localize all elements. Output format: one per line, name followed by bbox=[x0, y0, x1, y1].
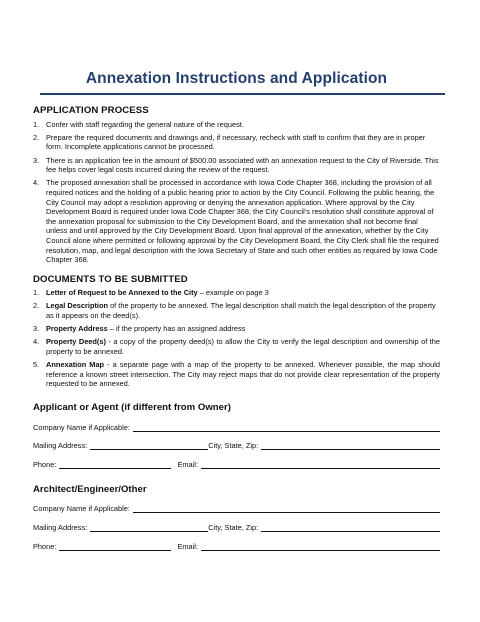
mailing-address-field[interactable] bbox=[90, 441, 208, 450]
application-process-section bbox=[33, 105, 440, 265]
item-text: - a separate page with a map of the property to be annexed. Whenever possible, the map should reference a known street intersection. The City may reject maps that do not provide clear representation of the property requested to be annexed. bbox=[46, 360, 440, 389]
mailing-row bbox=[33, 440, 440, 450]
company-name-field[interactable] bbox=[133, 423, 440, 432]
item-bold-label: Legal Description bbox=[46, 301, 109, 311]
phone-row bbox=[33, 541, 440, 551]
item-number: 4. bbox=[33, 178, 40, 188]
item-text: Confer with staff regarding the general nature of the request. bbox=[46, 119, 244, 129]
city-state-zip-field[interactable] bbox=[261, 523, 440, 532]
documents-heading: DOCUMENTS TO BE SUBMITTED bbox=[33, 273, 188, 285]
item-text: The proposed annexation shall be processed in accordance with Iowa Code Chapter 368, including the provision of all required notices and the holding of a public hearing prior to action by the City Council. Following the public hearing, the City Council may adopt a resolution approving or denying the annexation application. Where approval by the City Development Board is required under Iowa Code Chapter 368, the City Council's resolution shall constitute approval of the annexation proposal for submission to the City Development Board, and the annexation shall not become final unless and until approved by the City Development Board. Upon final approval of the annexation, whether by the City Council alone where permitted or following approval by the City Development Board, the City Clerk shall file the required resolution, map, and legal description with the Iowa Secretary of State and such other entities as required by Iowa Code Chapter 368. bbox=[46, 178, 439, 265]
item-text: – if the property has an assigned address bbox=[107, 324, 246, 334]
phone-row bbox=[33, 459, 440, 469]
process-item-2 bbox=[33, 133, 440, 152]
item-bold-label: Annexation Map bbox=[46, 360, 105, 370]
item-number: 3. bbox=[33, 324, 40, 334]
item-number: 3. bbox=[33, 155, 40, 165]
email-label: Email: bbox=[177, 541, 198, 551]
city-label: City, State, Zip: bbox=[208, 522, 259, 532]
applicant-form bbox=[33, 402, 440, 469]
documents-section bbox=[33, 274, 440, 389]
document-item-5 bbox=[33, 360, 440, 389]
item-number: 1. bbox=[33, 119, 40, 129]
item-bold-label: Property Address bbox=[46, 324, 108, 334]
page-title: Annexation Instructions and Application bbox=[85, 70, 388, 87]
process-item-4 bbox=[33, 178, 440, 264]
item-number: 1. bbox=[33, 288, 40, 298]
mailing-row bbox=[33, 522, 440, 532]
title-rule bbox=[40, 93, 445, 95]
architect-form bbox=[33, 484, 440, 551]
item-number: 2. bbox=[33, 301, 40, 311]
item-number: 2. bbox=[33, 132, 40, 142]
city-label: City, State, Zip: bbox=[208, 441, 259, 451]
document-item-3 bbox=[33, 324, 440, 334]
document-item-1 bbox=[33, 288, 440, 298]
company-label: Company Name if Applicable: bbox=[33, 504, 130, 514]
phone-field[interactable] bbox=[59, 542, 171, 551]
documents-list bbox=[33, 288, 440, 389]
document-item-2 bbox=[33, 301, 440, 320]
mailing-label: Mailing Address: bbox=[33, 441, 88, 451]
document-item-4 bbox=[33, 337, 440, 356]
application-process-heading: APPLICATION PROCESS bbox=[33, 105, 149, 116]
item-text: - a copy of the property deed(s) to allow the City to verify the legal description and ownership of the property to be annexed. bbox=[46, 337, 440, 357]
phone-label: Phone: bbox=[33, 541, 57, 551]
process-item-3 bbox=[33, 156, 440, 175]
company-row bbox=[33, 503, 440, 513]
company-label: Company Name if Applicable: bbox=[33, 422, 130, 432]
item-text: – example on page 3 bbox=[197, 288, 269, 298]
item-text: of the property to be annexed. The legal description shall match the legal description of the property as it appears on the deed(s). bbox=[46, 301, 436, 321]
email-field[interactable] bbox=[201, 542, 440, 551]
company-name-field[interactable] bbox=[133, 504, 440, 513]
mailing-label: Mailing Address: bbox=[33, 522, 88, 532]
item-number: 5. bbox=[33, 360, 40, 370]
architect-form-title: Architect/Engineer/Other bbox=[33, 483, 147, 495]
mailing-address-field[interactable] bbox=[90, 523, 208, 532]
city-state-zip-field[interactable] bbox=[261, 441, 440, 450]
company-row bbox=[33, 422, 440, 432]
email-label: Email: bbox=[177, 459, 198, 469]
item-bold-label: Property Deed(s) bbox=[46, 337, 106, 347]
item-text: Prepare the required documents and drawings and, if necessary, recheck with staff to confirm that they are in proper form. Incomplete applications cannot be processed. bbox=[46, 132, 426, 152]
process-item-1 bbox=[33, 120, 440, 130]
email-field[interactable] bbox=[201, 460, 440, 469]
applicant-form-title: Applicant or Agent (if different from Owner) bbox=[33, 402, 231, 413]
application-process-list bbox=[33, 120, 440, 265]
item-bold-label: Letter of Request to be Annexed to the City bbox=[46, 288, 198, 298]
item-number: 4. bbox=[33, 337, 40, 347]
title-block bbox=[33, 0, 440, 88]
item-text: There is an application fee in the amount of $500.00 associated with an annexation request to the City of Riverside. This fee helps cover legal costs incurred during the review of the request. bbox=[46, 155, 439, 175]
phone-label: Phone: bbox=[33, 459, 57, 469]
phone-field[interactable] bbox=[59, 460, 171, 469]
